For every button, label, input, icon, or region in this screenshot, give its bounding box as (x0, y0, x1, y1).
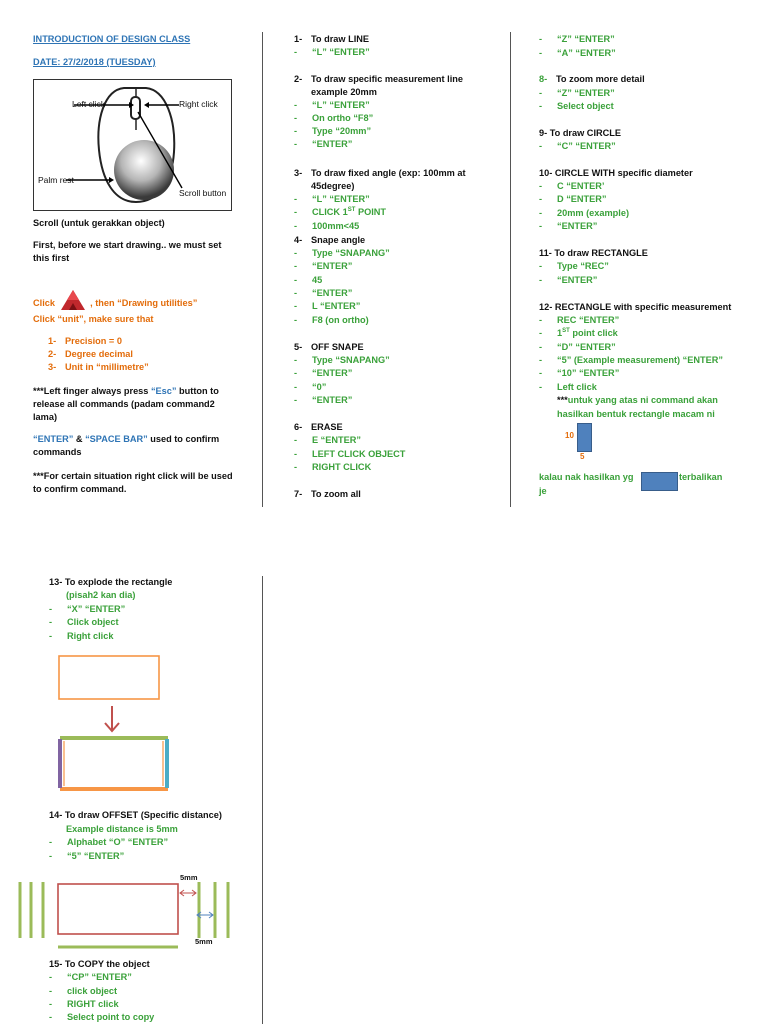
step-10-item-4: - “ENTER” (539, 221, 598, 231)
setting-1: 1- Precision = 0 (48, 336, 122, 346)
step-3-item-2: - CLICK 1ST POINT (294, 206, 387, 217)
page-title: INTRODUCTION OF DESIGN CLASS (33, 34, 191, 44)
click-instruction (33, 289, 197, 311)
click-prefix: Click (33, 298, 55, 308)
step-8-item-1: - “Z” “ENTER” (539, 88, 615, 98)
step-3-item-1: - “L” “ENTER” (294, 194, 370, 204)
step-12-item-1: - REC “ENTER” (539, 315, 620, 325)
step-6-title: 6- ERASE (294, 422, 343, 432)
step-1-item: - “L” “ENTER” (294, 47, 370, 57)
step-11-item-2: - “ENTER” (539, 275, 598, 285)
step-1-title: 1- To draw LINE (294, 34, 370, 44)
column-divider-2 (510, 32, 511, 507)
step-14-example: Example distance is 5mm (66, 824, 178, 834)
step-10-item-1: - C “ENTER’ (539, 181, 605, 191)
step-6-item-1: - E “ENTER” (294, 435, 362, 445)
step-5-item-4: - “ENTER” (294, 395, 353, 405)
step-2-title-cont: example 20mm (311, 87, 377, 97)
step-2-item-2: - On ortho “F8” (294, 113, 374, 123)
step-10-item-3: - 20mm (example) (539, 208, 630, 218)
step-3-title: 3- To draw fixed angle (exp: 100mm at (294, 168, 466, 178)
right-click-note-line2: to confirm command. (33, 484, 127, 494)
step-12-note-line1: ***untuk yang atas ni command akan (557, 395, 718, 405)
first-note-line1: First, before we start drawing.. we must set (33, 240, 222, 250)
step-2-item-4: - “ENTER” (294, 139, 353, 149)
right-click-label: Right click (179, 99, 218, 109)
offset-rectangle (58, 884, 178, 934)
step-6-item-2: - LEFT CLICK OBJECT (294, 449, 406, 459)
click-suffix: , then “Drawing utilities” (90, 298, 198, 308)
step-12-item-3: - “D” “ENTER” (539, 342, 616, 352)
step-4-item-2: - “ENTER” (294, 261, 353, 271)
step-12-item-5: - “10” “ENTER” (539, 368, 620, 378)
step-14-title: 14- To draw OFFSET (Specific distance) (49, 810, 222, 820)
step-5-item-2: - “ENTER” (294, 368, 353, 378)
step-12-note-line2: hasilkan bentuk rectangle macam ni (557, 409, 715, 419)
step-12-item-2: - 1ST point click (539, 327, 618, 338)
setting-2: 2- Degree decimal (48, 349, 133, 359)
explode-diagram (50, 650, 180, 795)
step-13-title: 13- To explode the rectangle (49, 577, 173, 587)
flip-note-line1-end: terbalikan (679, 472, 723, 482)
step-4-item-5: - L “ENTER” (294, 301, 361, 311)
offset-dim-top: 5mm (180, 873, 198, 882)
step-15-item-2: - click object (49, 986, 118, 996)
step-8-title: 8- To zoom more detail (539, 74, 645, 84)
scroll-note: Scroll (untuk gerakkan object) (33, 218, 165, 228)
esc-note-line1: ***Left finger always press “Esc” button to (33, 386, 219, 396)
mouse-figure (33, 79, 232, 211)
rectangle-dim-10: 10 (565, 431, 574, 440)
page-date: DATE: 27/2/2018 (TUESDAY) (33, 57, 156, 67)
rectangle-dim-5: 5 (580, 452, 585, 461)
scroll-button-label: Scroll button (179, 188, 227, 198)
esc-note-line2: release all commands (padam command2 (33, 399, 215, 409)
step-12-title: 12- RECTANGLE with specific measurement (539, 302, 732, 312)
enter-note-line1: “ENTER” & “SPACE BAR” used to confirm (33, 434, 220, 444)
step-12-item-4: - “5” (Example measurement) “ENTER” (539, 355, 723, 365)
step-8-item-2: - Select object (539, 101, 614, 111)
enter-note-line2: commands (33, 447, 82, 457)
step-15-item-1: - “CP” “ENTER” (49, 972, 132, 982)
step-13-item-3: - Right click (49, 631, 114, 641)
right-click-note-line1: ***For certain situation right click will be used (33, 471, 233, 481)
step-2-title: 2- To draw specific measurement line (294, 74, 463, 84)
step-15-title: 15- To COPY the object (49, 959, 150, 969)
flip-note-line1: kalau nak hasilkan yg (539, 472, 634, 482)
step-11-item-1: - Type “REC” (539, 261, 609, 271)
step-7-title: 7- To zoom all (294, 489, 361, 499)
step-3-title-cont: 45degree) (311, 181, 355, 191)
step-4-item-6: - F8 (on ortho) (294, 315, 369, 325)
first-note-line2: this first (33, 253, 70, 263)
esc-note-line3: lama) (33, 412, 58, 422)
step-15-item-3: - RIGHT click (49, 999, 119, 1009)
step-9-title: 9- To draw CIRCLE (539, 128, 622, 138)
step-14-item-2: - “5” “ENTER” (49, 851, 125, 861)
step-10-title: 10- CIRCLE WITH specific diameter (539, 168, 693, 178)
step-2-item-3: - Type “20mm” (294, 126, 372, 136)
step-4-title: 4- Snape angle (294, 235, 366, 245)
step-5-title: 5- OFF SNAPE (294, 342, 364, 352)
step-14-item-1: - Alphabet “O” “ENTER” (49, 837, 169, 847)
left-click-label: Left click (72, 99, 106, 109)
column-divider-1 (262, 32, 263, 507)
step-5-item-3: - “0” (294, 382, 327, 392)
step-6-item-3: - RIGHT CLICK (294, 462, 372, 472)
column-divider-page2 (262, 576, 263, 1024)
palm-rest-label: Palm rest (38, 175, 74, 185)
step-5-item-1: - Type “SNAPANG” (294, 355, 390, 365)
step-3-item-3: - 100mm<45 (294, 221, 360, 231)
flip-note-line2: je (539, 486, 547, 496)
step-9-item: - “C” “ENTER” (539, 141, 616, 151)
step-7-item-1: - “Z” “ENTER” (539, 34, 615, 44)
step-10-item-2: - D “ENTER” (539, 194, 607, 204)
step-7-item-2: - “A” “ENTER” (539, 48, 616, 58)
step-11-title: 11- To draw RECTANGLE (539, 248, 648, 258)
rectangle-before (59, 656, 159, 699)
step-13-item-2: - Click object (49, 617, 119, 627)
step-4-item-4: - “ENTER” (294, 288, 353, 298)
step-13-title-cont: (pisah2 kan dia) (66, 590, 136, 600)
step-13-item-1: - “X” “ENTER” (49, 604, 126, 614)
step-4-item-3: - 45 (294, 275, 323, 285)
autocad-logo-icon (60, 289, 86, 311)
step-2-item-1: - “L” “ENTER” (294, 100, 370, 110)
rectangle-example (577, 423, 592, 452)
unit-instruction: Click “unit”, make sure that (33, 314, 154, 324)
offset-dim-bottom: 5mm (195, 937, 213, 946)
step-4-item-1: - Type “SNAPANG” (294, 248, 390, 258)
step-15-item-4: - Select point to copy (49, 1012, 155, 1022)
setting-3: 3- Unit in “millimetre” (48, 362, 149, 372)
rectangle-flipped (641, 472, 678, 491)
step-12-item-6: - Left click (539, 382, 597, 392)
